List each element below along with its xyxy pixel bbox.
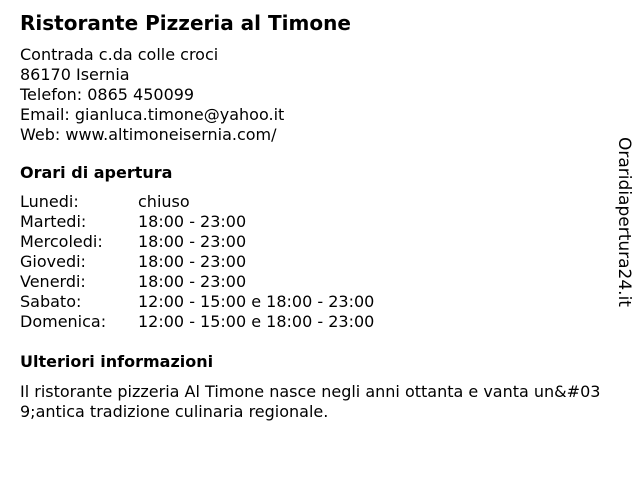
contact-block xyxy=(20,45,600,145)
info-description: Il ristorante pizzeria Al Timone nasce negli anni ottanta e vanta un&#039;antica tradizione culinaria regionale. xyxy=(20,382,601,421)
day-label: Giovedi: xyxy=(20,252,86,271)
day-hours: chiuso xyxy=(138,192,190,211)
hours-heading: Orari di apertura xyxy=(20,163,173,182)
hours-row-wednesday xyxy=(20,232,600,252)
web-line: Web: www.altimoneisernia.com/ xyxy=(20,125,277,144)
info-heading: Ulteriori informazioni xyxy=(20,352,214,371)
day-hours: 18:00 - 23:00 xyxy=(138,252,247,271)
day-hours: 12:00 - 15:00 e 18:00 - 23:00 xyxy=(138,312,375,331)
day-label: Venerdi: xyxy=(20,272,86,291)
hours-row-thursday xyxy=(20,252,600,272)
phone-line: Telefon: 0865 450099 xyxy=(20,85,195,104)
hours-row-friday xyxy=(20,272,600,292)
site-brand-vertical: Oraridiapertura24.it xyxy=(614,137,634,307)
day-hours: 18:00 - 23:00 xyxy=(138,212,247,231)
day-hours: 18:00 - 23:00 xyxy=(138,232,247,251)
hours-row-saturday xyxy=(20,292,600,312)
day-label: Lunedi: xyxy=(20,192,79,211)
hours-row-tuesday xyxy=(20,212,600,232)
restaurant-card xyxy=(20,10,600,422)
hours-row-sunday xyxy=(20,312,600,332)
day-label: Sabato: xyxy=(20,292,82,311)
day-hours: 12:00 - 15:00 e 18:00 - 23:00 xyxy=(138,292,375,311)
hours-table xyxy=(20,192,600,332)
email-line: Email: gianluca.timone@yahoo.it xyxy=(20,105,285,124)
hours-row-monday xyxy=(20,192,600,212)
address-line2: 86170 Isernia xyxy=(20,65,130,84)
day-hours: 18:00 - 23:00 xyxy=(138,272,247,291)
day-label: Domenica: xyxy=(20,312,107,331)
day-label: Martedi: xyxy=(20,212,87,231)
address-line1: Contrada c.da colle croci xyxy=(20,45,219,64)
day-label: Mercoledi: xyxy=(20,232,103,251)
restaurant-name: Ristorante Pizzeria al Timone xyxy=(20,11,351,35)
